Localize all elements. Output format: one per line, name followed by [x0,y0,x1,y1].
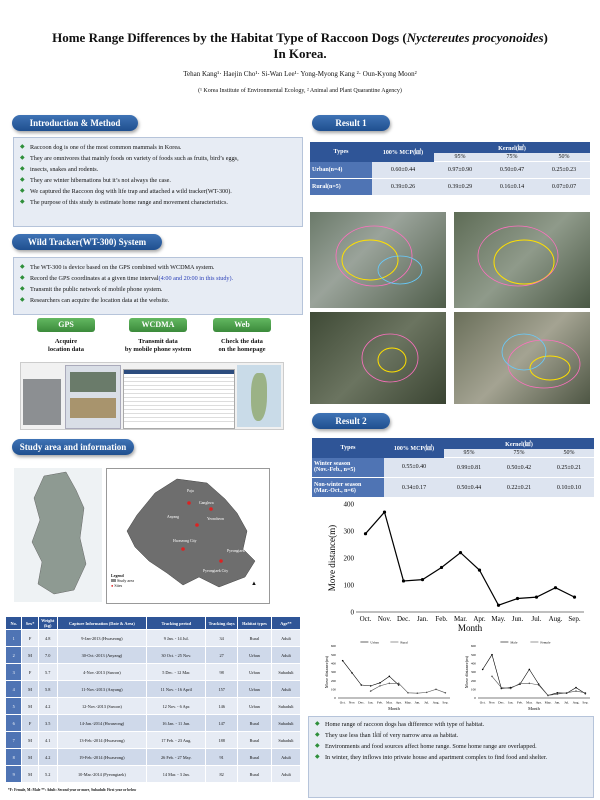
table-row [6,698,301,715]
x-tick-label: Mar. [453,615,468,623]
y-tick-label: 200 [330,678,336,683]
table-cell: Urban [237,698,271,715]
data-point [370,690,372,692]
r1-col-types: Types [310,142,372,162]
table-cell: 11-Nov.-2013 (Anyang) [57,681,147,698]
data-point [364,532,367,535]
table-cell: 10-Mar.-2014 (Pyeongtaek) [57,766,147,783]
table-cell: 16 Jan. - 11 Jun. [147,715,206,732]
data-point [426,692,428,694]
map-label: Pyeongtaek City [203,569,229,573]
male-female-chart [456,636,594,714]
table-cell: 188 [206,732,238,749]
map-label: Hwaseong City [173,539,197,543]
table-cell: 3 [6,664,22,681]
table-cell: 4.8 [38,630,57,647]
y-tick-label: 0 [474,696,476,701]
tracker-bullet: ◆ Transmit the public network of mobile phone system. [20,284,296,295]
move-distance-chart [316,496,592,636]
table-cell: 30-Oct.-2013 (Anyang) [57,647,147,664]
table-row [6,681,301,698]
table-cell: Urban [237,664,271,681]
y-tick-label: 400 [343,500,354,509]
x-tick-label: Sep. [568,615,581,623]
y-tick-label: 200 [343,554,354,563]
table-cell: 8 [6,749,22,766]
result1-table: Types 100% MCP(㎢) Kernel(㎢) 95% 75% 50% Urban(n=4) 0.60±0.44 0.97±0.90 0.50±0.47 0.25±0.23 Rural(n=5) 0.39±0.26 0.39±0.29 0.16±0.14 0.07±0.07 [310,142,590,196]
system-collage [20,362,284,430]
y-tick-label: 300 [470,670,476,675]
table-cell: 14 Mar. - 3 Jan. [147,766,206,783]
table-cell: M [22,732,38,749]
map-label: Ganghwa [199,501,214,505]
result2-heading: Result 2 [312,413,390,429]
table-cell: 27 [206,647,238,664]
x-tick-label: Jul. [531,615,542,623]
study-area-map [106,468,270,604]
result-bullet: ◆ They use less than 1㎢ of very narrow area as habitat. [315,730,587,741]
map-label: Pyeongtaek [227,549,245,553]
x-tick-label: May. [491,615,506,623]
gps-badge: GPS [37,318,95,332]
y-tick-label: 400 [470,661,476,666]
x-tick-label: Dec. [396,615,411,623]
table-cell: 4.2 [38,749,57,766]
map-label: Paju [187,489,194,493]
y-tick-label: 600 [470,644,476,649]
table-cell: 5 [6,698,22,715]
x-tick-label: Oct. [359,615,372,623]
web-badge: Web [213,318,271,332]
y-axis-label: Move distance(m) [323,655,329,689]
table-cell: M [22,647,38,664]
x-tick-label: Oct. [339,700,346,705]
data-point [566,692,568,694]
table-cell: 1 [6,630,22,647]
r1-sub: 75% [486,153,538,162]
table-cell: 19-Feb.-2014 (Hwaseong) [57,749,147,766]
device-photo [23,379,61,425]
r1-col-kernel: Kernel(㎢) [434,142,590,153]
table-cell: Adult [271,630,300,647]
table-cell: 4-Nov.-2013 (Suwon) [57,664,147,681]
data-point [407,692,409,694]
table-cell: 98 [206,664,238,681]
data-point [342,660,344,662]
table-cell: 2 [6,647,22,664]
x-tick-label: Feb. [517,700,523,705]
table-row [6,715,301,732]
species-name: Nyctereutes procyonoides [406,30,544,45]
table-cell: 17 Feb. - 23 Aug. [147,732,206,749]
home-range-map [310,312,446,404]
data-point [398,684,400,686]
y-tick-label: 200 [470,678,476,683]
x-tick-label: Apr. [473,615,486,623]
table-header: Tracking days [206,617,238,630]
table-cell: Adult [271,766,300,783]
table-cell: Urban [237,681,271,698]
x-tick-label: Aug. [432,700,440,705]
map-label: Anyang [167,515,180,519]
study-table [5,616,301,783]
data-point [482,669,484,671]
data-point [379,685,381,687]
wcdma-caption: Transmit data by mobile phone system [124,338,192,353]
table-cell: 12-Nov.-2013 (Suwon) [57,698,147,715]
table-footnote: *F: Female, M: Male **: Adult: Second year or more, Subadult: First year or below [8,788,137,792]
data-point [519,682,521,684]
series-line [492,676,585,695]
table-header: Habitat types [237,617,271,630]
table-cell: M [22,766,38,783]
wcdma-badge: WCDMA [129,318,187,332]
table-cell: 5.8 [38,681,57,698]
result2-table: Types 100% MCP(㎢) Kernel(㎢) 95% 75% 50% Winter season (Nov.-Feb., n=5) 0.55±0.40 0.99±0.81 0.50±0.42 0.25±0.21 Non-winter season (Mar.-Oct., n=6) 0.34±0.17 0.50±0.44 0.22±0.21 0.10±0.10 [312,438,594,498]
legend-label: Urban [370,640,379,645]
y-tick-label: 300 [343,527,354,536]
gps-caption: Acquire location data [48,338,84,353]
table-cell: M [22,698,38,715]
x-tick-label: Jan. [416,615,429,623]
table-cell: 9 Jan. - 14 Jul. [147,630,206,647]
y-tick-label: 500 [470,652,476,657]
data-point [501,687,503,689]
r1-row-type: Urban(n=4) [310,162,372,179]
series-line [343,661,399,686]
x-axis-label: Month [457,623,483,633]
table-cell: 11 Nov. - 16 April [147,681,206,698]
result1-heading: Result 1 [312,115,390,131]
y-tick-label: 300 [330,670,336,675]
table-cell: 12 Nov. - 6 Apr. [147,698,206,715]
intro-box [13,137,303,227]
table-cell: Rural [237,766,271,783]
data-point [435,689,437,691]
table-cell: Urban [237,647,271,664]
interval-highlight: (4:00 and 20:00 in this study). [158,275,234,282]
series-line [371,683,446,693]
r2-col-kernel: Kernel(㎢) [444,438,594,449]
y-tick-label: 100 [343,581,354,590]
data-point [398,682,400,684]
data-point [379,682,381,684]
x-tick-label: Dec. [498,700,505,705]
table-cell: 7 [6,732,22,749]
table-cell: Subadult [271,732,300,749]
table-cell: F [22,715,38,732]
tracker-heading: Wild Tracker(WT-300) System [12,234,162,250]
data-point [547,695,549,697]
series-line [366,512,575,605]
table-cell: 7.0 [38,647,57,664]
table-cell: M [22,749,38,766]
table-cell: 82 [206,766,238,783]
home-range-map [454,312,590,404]
x-axis-label: Month [528,705,540,711]
x-tick-label: Mar. [386,700,393,705]
table-cell: F [22,630,38,647]
table-cell: Rural [237,732,271,749]
legend-label: Male [510,640,518,645]
data-point [497,604,500,607]
korea-outline [14,468,102,602]
data-point [575,690,577,692]
study-heading: Study area and information [12,439,134,455]
table-cell: 26 Feb. - 27 May. [147,749,206,766]
table-row [6,749,301,766]
table-row [6,732,301,749]
data-point [440,566,443,569]
table-cell: 5 Dec. - 12 Mar. [147,664,206,681]
data-point [383,511,386,514]
data-point [478,569,481,572]
r1-sub: 95% [434,153,486,162]
y-tick-label: 500 [330,652,336,657]
tracker-bullet: ◆ Researchers can acquire the location data at the website. [20,295,296,306]
data-point [417,692,419,694]
north-arrow-icon: ▲ [251,581,257,587]
y-tick-label: 100 [330,687,336,692]
table-cell: M [22,681,38,698]
home-range-map [454,212,590,308]
intro-bullet: ◆ Raccoon dog is one of the most common mammals in Korea. [20,142,296,153]
table-cell: 9-Jan-2013 (Hwaseong) [57,630,147,647]
intro-continuation: ◆ insects, snakes and rodents. [20,164,296,175]
y-axis-label: Move distance(m) [463,655,469,689]
x-tick-label: Feb. [377,700,383,705]
x-tick-label: Sep. [442,700,449,705]
web-caption: Check the data on the homepage [218,338,266,353]
x-tick-label: Aug. [572,700,580,705]
x-tick-label: Apr. [535,700,542,705]
table-cell: Rural [237,715,271,732]
data-point [510,688,512,690]
map-label: Yeoncheon [207,517,224,521]
table-cell: Subadult [271,664,300,681]
x-tick-label: Aug. [548,615,563,623]
r2-row-type: Non-winter season (Mar.-Oct., n=6) [312,478,384,498]
x-tick-label: Sep. [582,700,589,705]
data-point [491,676,493,678]
map-screenshot [237,365,281,427]
table-row [6,647,301,664]
x-tick-label: Dec. [358,700,365,705]
tracker-box [13,257,303,315]
series-line [483,655,586,696]
table-row [6,630,301,647]
intro-bullets [14,138,302,212]
table-cell: 91 [206,749,238,766]
result-summary-box [308,716,594,798]
table-cell: F [22,664,38,681]
title-line2: In Korea. [273,46,327,61]
table-cell: 5.7 [38,664,57,681]
data-point [557,693,559,695]
table-row [6,664,301,681]
web-screenshot [65,365,121,429]
x-tick-label: Jul. [424,700,430,705]
data-point [573,596,576,599]
data-point [575,687,577,689]
korea-map [14,468,102,602]
table-cell: Adult [271,749,300,766]
map-legend: Legend Study area ● Sites [111,573,134,588]
data-point [585,692,587,694]
y-tick-label: 100 [470,687,476,692]
table-cell: 9 [6,766,22,783]
legend-label: Female [540,640,551,645]
x-tick-label: Apr. [395,700,402,705]
table-cell: Adult [271,681,300,698]
tracker-bullet: ◆ The WT-300 is device based on the GPS combined with WCDMA system. [20,262,296,273]
table-cell: Subadult [271,698,300,715]
data-point [535,596,538,599]
x-tick-label: May. [544,700,552,705]
authors: Tehan Kang¹· Haejin Cho¹· Si-Wan Lee¹· Yong-Myong Kang ²· Oun-Kyong Moon² [183,70,417,78]
x-tick-label: May. [404,700,412,705]
x-tick-label: Jun. [554,700,561,705]
result-bullet: ◆ Home range of raccoon dogs has difference with type of habitat. [315,719,587,730]
table-cell: 4.1 [38,732,57,749]
table-cell: 4.2 [38,698,57,715]
x-tick-label: Feb. [435,615,448,623]
data-point [389,682,391,684]
table-header: Age** [271,617,300,630]
r2-col-mcp: 100% MCP(㎢) [384,438,444,458]
x-tick-label: Oct. [479,700,486,705]
poster-title: Home Range Differences by the Habitat Type of Raccoon Dogs (Nyctereutes procyonoides) In Korea. [52,30,548,61]
table-cell: 34 [206,630,238,647]
intro-bullet: ◆ The purpose of this study is estimate home range and movement characteristics. [20,197,296,208]
x-tick-label: Jun. [414,700,421,705]
table-cell: Rural [237,749,271,766]
x-tick-label: Jul. [564,700,570,705]
r1-col-mcp: 100% MCP(㎢) [372,142,434,162]
table-cell: 147 [206,715,238,732]
r1-sub: 50% [538,153,590,162]
table-cell: Subadult [271,715,300,732]
data-point [402,579,405,582]
y-tick-label: 0 [350,608,354,617]
table-cell: 14-Jan.-2014 (Hwaseong) [57,715,147,732]
data-point [459,551,462,554]
data-point [361,684,363,686]
table-header: Weight (kg) [38,617,57,630]
result-bullet: ◆ Environments and food sources affect home range. Some home range are overlapped. [315,741,587,752]
data-point [445,692,447,694]
x-tick-label: Jan. [367,700,374,705]
data-point [421,578,424,581]
affiliations: (¹ Korea Institute of Environmental Ecology, ² Animal and Plant Quarantine Agency) [198,88,402,94]
r1-row-type: Rural(n=5) [310,179,372,196]
x-axis-label: Month [388,705,400,711]
table-cell: 6 [6,715,22,732]
y-tick-label: 600 [330,644,336,649]
tracker-bullet: ◆ Record the GPS coordinates at a given time interval(4:00 and 20:00 in this study). [20,273,296,284]
table-header: Tracking period [147,617,206,630]
data-point [538,684,540,686]
result-bullet: ◆ In winter, they inflows into private house and apartment complex to find food and shelter. [315,752,587,763]
table-cell: 157 [206,681,238,698]
y-axis-label: Move distance(m) [327,524,337,592]
x-tick-label: Jun. [511,615,524,623]
data-point [554,586,557,589]
data-point [351,672,353,674]
data-point [491,654,493,656]
table-cell: Rural [237,630,271,647]
table-header: Capture Information (Date & Area) [57,617,147,630]
x-tick-label: Mar. [526,700,533,705]
table-row [6,766,301,783]
urban-rural-chart [316,636,454,714]
legend-label: Rural [400,640,408,645]
intro-bullet: ◆ We captured the Raccoon dog with life trap and attached a wild tracker(WT-300). [20,186,296,197]
y-tick-label: 400 [330,661,336,666]
intro-bullet: ◆ They are winter hibernations but it’s not always the case. [20,175,296,186]
r2-row-type: Winter season (Nov.-Feb., n=5) [312,458,384,478]
intro-heading: Introduction & Method [12,115,138,131]
table-cell: 146 [206,698,238,715]
data-point [516,597,519,600]
table-cell: 13-Feb.-2014 (Hwaseong) [57,732,147,749]
table-cell: 3.5 [38,715,57,732]
table-cell: 30 Oct. - 25 Nov. [147,647,206,664]
r2-col-types: Types [312,438,384,458]
table-header: No. [6,617,22,630]
x-tick-label: Jan. [507,700,514,705]
table-cell: 5.2 [38,766,57,783]
data-point [529,682,531,684]
home-range-map [310,212,446,308]
data-table-screenshot [123,369,235,429]
table-cell: Adult [271,647,300,664]
x-tick-label: Nov. [377,615,392,623]
data-point [529,669,531,671]
x-tick-label: Nov. [348,700,356,705]
table-cell: 4 [6,681,22,698]
data-point [389,676,391,678]
data-point [370,685,372,687]
table-header: Sex* [22,617,38,630]
x-tick-label: Nov. [488,700,496,705]
y-tick-label: 0 [334,696,336,701]
intro-bullet: ◆ They are omnivores that mainly foods on variety of foods such as fruits, bird’s eggs, [20,153,296,164]
